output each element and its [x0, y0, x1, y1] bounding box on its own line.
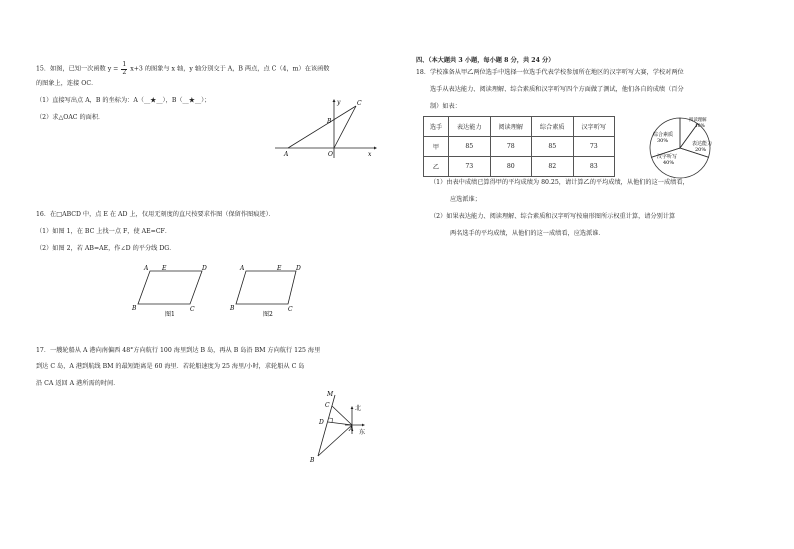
q16-fig1-label-e: E [162, 265, 167, 272]
q15-fraction-num: 1 [122, 61, 127, 68]
table-cell: 78 [490, 137, 532, 157]
q17-line2: 到达 C 岛，A 港到航线 BM 的最短距离是 60 海里．若轮船速度为 25 海里/小时，求轮船从 C 岛 [36, 363, 305, 370]
q15-label-c: C [357, 100, 362, 107]
pie-label-reading: 阅读理解 [689, 118, 707, 123]
pie-label-overall: 综合素质 [653, 132, 674, 138]
q18-header-dictation: 汉字听写 [573, 117, 615, 137]
table-row [424, 157, 615, 177]
q15-line2: 的图象上，连接 OC． [36, 80, 98, 87]
q16-fig2-label-c: C [288, 306, 293, 313]
q15-label-b: B [327, 118, 332, 125]
q16-fig1-caption: 图1 [165, 311, 175, 318]
table-cell: 85 [532, 137, 574, 157]
q17-north-arrow [351, 406, 354, 409]
table-cell: 甲 [424, 137, 449, 157]
q17-line1: 17．一艘轮船从 A 港向南偏西 48°方向航行 100 海里到达 B 岛，再从 B 岛沿 BM 方向航行 125 海里 [36, 347, 321, 354]
table-cell: 85 [449, 137, 491, 157]
q17-label-east: 东 [359, 429, 366, 436]
q17-label-b: B [310, 457, 315, 464]
q16-fig2-label-e: E [277, 265, 282, 272]
q16-part1: （1）如图 1，在 BC 上找一点 F，使 AE=CF． [36, 228, 172, 235]
q17-label-north: 北 [355, 405, 362, 412]
pie-label-reading-pct: 10% [695, 124, 705, 129]
q15-label-a: A [284, 151, 289, 158]
q18-part2-b: 两名选手的平均成绩，从他们的这一成绩看，应选派谁． [450, 230, 605, 237]
q17-segment-ab [318, 425, 352, 456]
q15-label-y: y [337, 99, 341, 106]
q18-line3: 制）如表： [430, 103, 461, 110]
q18-line2: 选手从表达能力、阅读理解、综合素质和汉字听写四个方面做了测试，他们各自的成绩（百分 [430, 86, 684, 93]
table-cell: 乙 [424, 157, 449, 177]
q16-fig1-label-d: D [202, 265, 207, 272]
q15-line1-pre: 15．如图，已知一次函数 y = [36, 65, 119, 73]
q18-header-contestant: 选手 [424, 117, 449, 137]
q16-figure-1 [130, 262, 220, 320]
q15-line1 [36, 62, 329, 76]
q15-label-x: x [368, 151, 372, 158]
q16-fig1-label-b: B [132, 305, 137, 312]
q18-score-table [423, 116, 615, 177]
q16-fig2-label-b: B [230, 305, 235, 312]
q18-pie-chart [640, 110, 720, 190]
q17-segment-ad [328, 422, 352, 425]
pie-label-overall-pct: 30% [657, 138, 669, 144]
q18-part1-b: 应选派谁； [450, 196, 481, 203]
q18-part1-a: （1）由表中成绩已算得甲的平均成绩为 80.25，请计算乙的平均成绩，从他们的这一成绩看， [430, 179, 689, 186]
pie-label-dictation: 汉字听写 [657, 154, 678, 160]
q15-fraction [121, 62, 127, 76]
q17-label-m: M [327, 391, 334, 398]
q18-part2-a: （2）如果表达能力、阅读理解、综合素质和汉字听写按扇形图所示权重计算，请分别计算 [430, 213, 676, 220]
table-cell: 83 [573, 157, 615, 177]
q16-part2: （2）如图 2，若 AB=AE，作∠D 的平分线 DG． [36, 245, 176, 252]
q18-table-header-row [424, 117, 615, 137]
q17-segment-ac [332, 406, 352, 425]
q16-figure-2 [228, 262, 318, 320]
table-cell: 82 [532, 157, 574, 177]
q15-y-arrow [333, 99, 336, 102]
section-four-header: 四、（本大题共 3 小题，每小题 8 分，共 24 分） [416, 57, 555, 64]
q18-header-reading: 阅读理解 [490, 117, 532, 137]
q16-fig2-label-a: A [240, 265, 245, 272]
q15-part1: （1）直接写出点 A，B 的坐标为：A（__★__），B（__★__）； [36, 97, 211, 104]
q15-label-o: O [328, 151, 333, 158]
q15-figure [270, 96, 380, 160]
q17-label-d: D [319, 419, 324, 426]
q15-segment-oc [334, 106, 356, 148]
q16-fig2-parallelogram [236, 271, 296, 304]
pie-label-expression-pct: 20% [695, 147, 707, 153]
q18-line1: 18．学校准备从甲乙两位选手中选择一位选手代表学校参加所在地区的汉字听写大赛，学校对两位 [416, 69, 684, 76]
table-cell: 73 [573, 137, 615, 157]
table-cell: 73 [449, 157, 491, 177]
q16-fig1-parallelogram [138, 271, 202, 304]
table-row [424, 137, 615, 157]
q17-line3: 沿 CA 返回 A 港所需的时间． [36, 380, 120, 387]
q15-x-arrow [374, 147, 377, 150]
q18-header-overall: 综合素质 [532, 117, 574, 137]
q18-header-expression: 表达能力 [449, 117, 491, 137]
q15-part2: （2）求△OAC 的面积． [36, 114, 105, 121]
q16-fig1-label-a: A [144, 265, 149, 272]
q17-figure [305, 386, 377, 464]
q17-label-c: C [325, 402, 330, 409]
q17-label-a: A [349, 426, 354, 433]
q16-fig2-caption: 图2 [263, 311, 273, 318]
q16-fig2-label-d: D [296, 265, 301, 272]
pie-label-expression: 表达能力 [692, 141, 713, 147]
q16-line1: 16．在□ABCD 中，点 E 在 AD 上，仅用无刻度的直尺按要求作图（保留作图痕迹）． [36, 211, 275, 218]
q15-function-line [288, 106, 356, 148]
q15-fraction-den: 2 [122, 68, 127, 76]
pie-label-dictation-pct: 40% [663, 160, 675, 166]
table-cell: 80 [490, 157, 532, 177]
q17-east-arrow [362, 424, 365, 427]
q16-fig1-label-c: C [190, 306, 195, 313]
q15-line1-post: x+3 的图象与 x 轴，y 轴分别交于 A，B 两点，点 C（4，m）在该函数 [130, 65, 330, 73]
